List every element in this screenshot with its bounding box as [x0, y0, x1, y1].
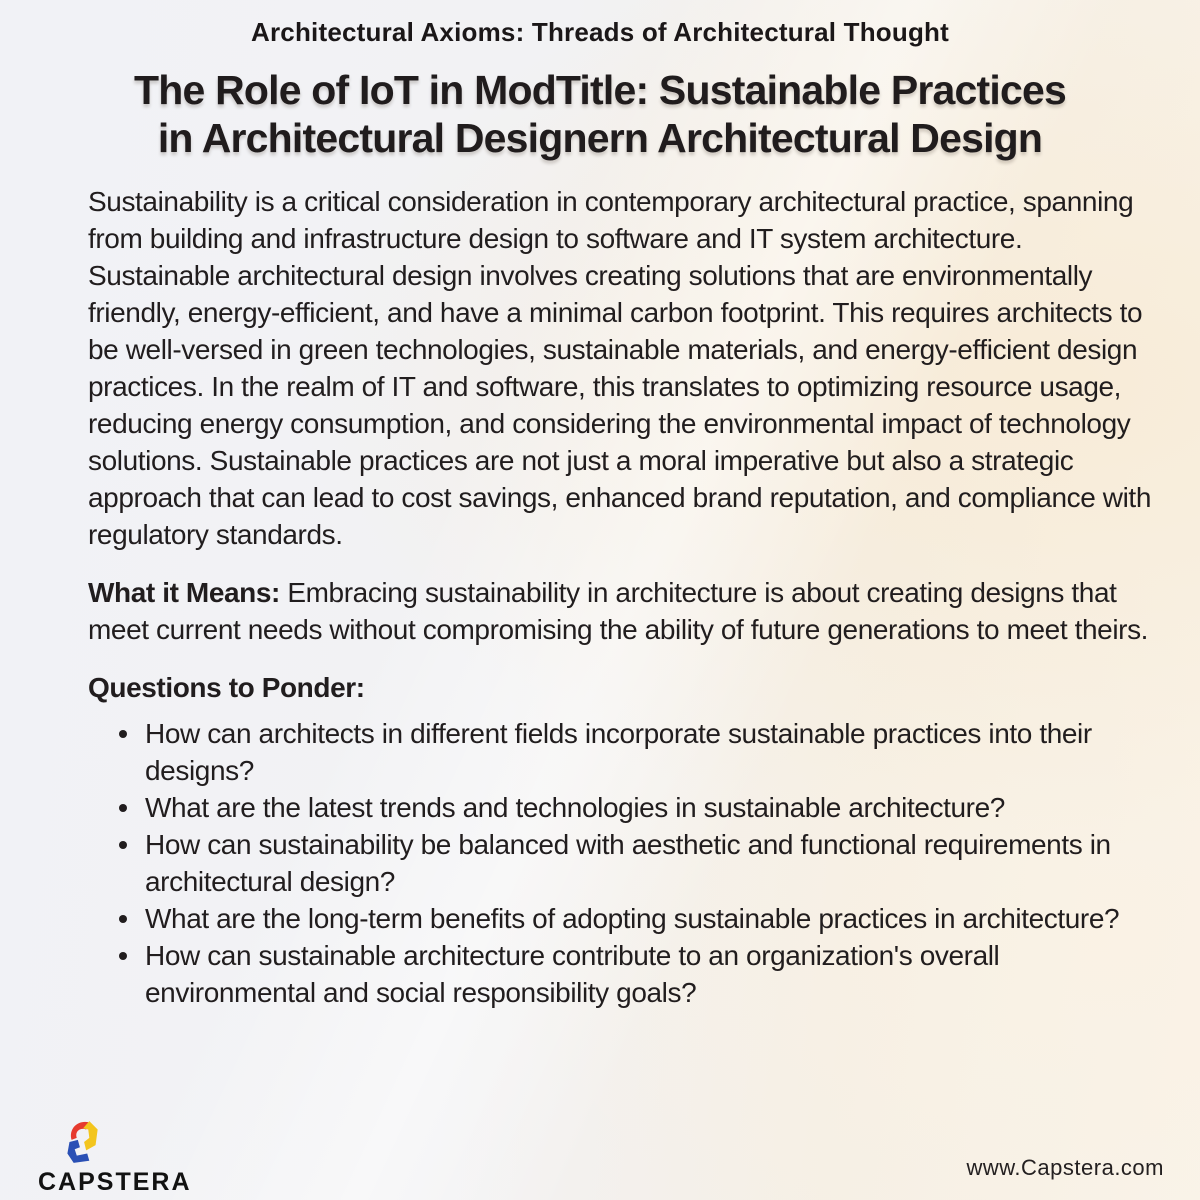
questions-list	[88, 715, 1156, 1011]
question-text: How can sustainable architecture contribute to an organization's overall environmental and social responsibility goals?	[145, 940, 1000, 1008]
capstera-wordmark: CAPSTERA	[38, 1168, 192, 1196]
page-title-line1: The Role of IoT in ModTitle: Sustainable Practices	[133, 67, 1066, 113]
list-item	[88, 789, 1156, 826]
series-kicker: Architectural Axioms: Threads of Architectural Thought	[251, 17, 949, 47]
list-item	[88, 937, 1156, 1011]
list-item	[88, 900, 1156, 937]
page-title	[0, 66, 1200, 162]
capstera-logo-icon	[60, 1118, 104, 1166]
capstera-logo	[38, 1118, 192, 1197]
intro-paragraph: Sustainability is a critical consideration in contemporary architectural practice, spanning from building and infrastructure design to software and IT system architecture. Sustainable architectural design involves creating solutions that are environmentally friendly, energy-efficient, and have a minimal carbon footprint. This requires architects to be well-versed in green technologies, sustainable materials, and energy-efficient design practices. In the realm of IT and software, this translates to optimizing resource usage, reducing energy consumption, and considering the environmental impact of technology solutions. Sustainable practices are not just a moral imperative but also a strategic approach that can lead to cost savings, enhanced brand reputation, and compliance with regulatory standards.	[88, 186, 1151, 550]
website-url: www.Capstera.com	[966, 1155, 1164, 1180]
list-item	[88, 715, 1156, 789]
questions-heading: Questions to Ponder:	[88, 672, 365, 703]
article-body	[88, 183, 1156, 1011]
list-item	[88, 826, 1156, 900]
question-text: What are the long-term benefits of adopting sustainable practices in architecture?	[145, 903, 1120, 934]
question-text: What are the latest trends and technologies in sustainable architecture?	[145, 792, 1005, 823]
question-text: How can architects in different fields incorporate sustainable practices into their designs?	[145, 718, 1092, 786]
what-it-means-label: What it Means:	[88, 577, 280, 608]
page-title-line2: in Architectural Designern Architectural Design	[157, 115, 1043, 161]
what-it-means-paragraph	[88, 574, 1156, 648]
what-it-means-text: Embracing sustainability in architecture is about creating designs that meet current needs without compromising the ability of future generations to meet theirs.	[88, 577, 1149, 645]
question-text: How can sustainability be balanced with aesthetic and functional requirements in architectural design?	[145, 829, 1111, 897]
